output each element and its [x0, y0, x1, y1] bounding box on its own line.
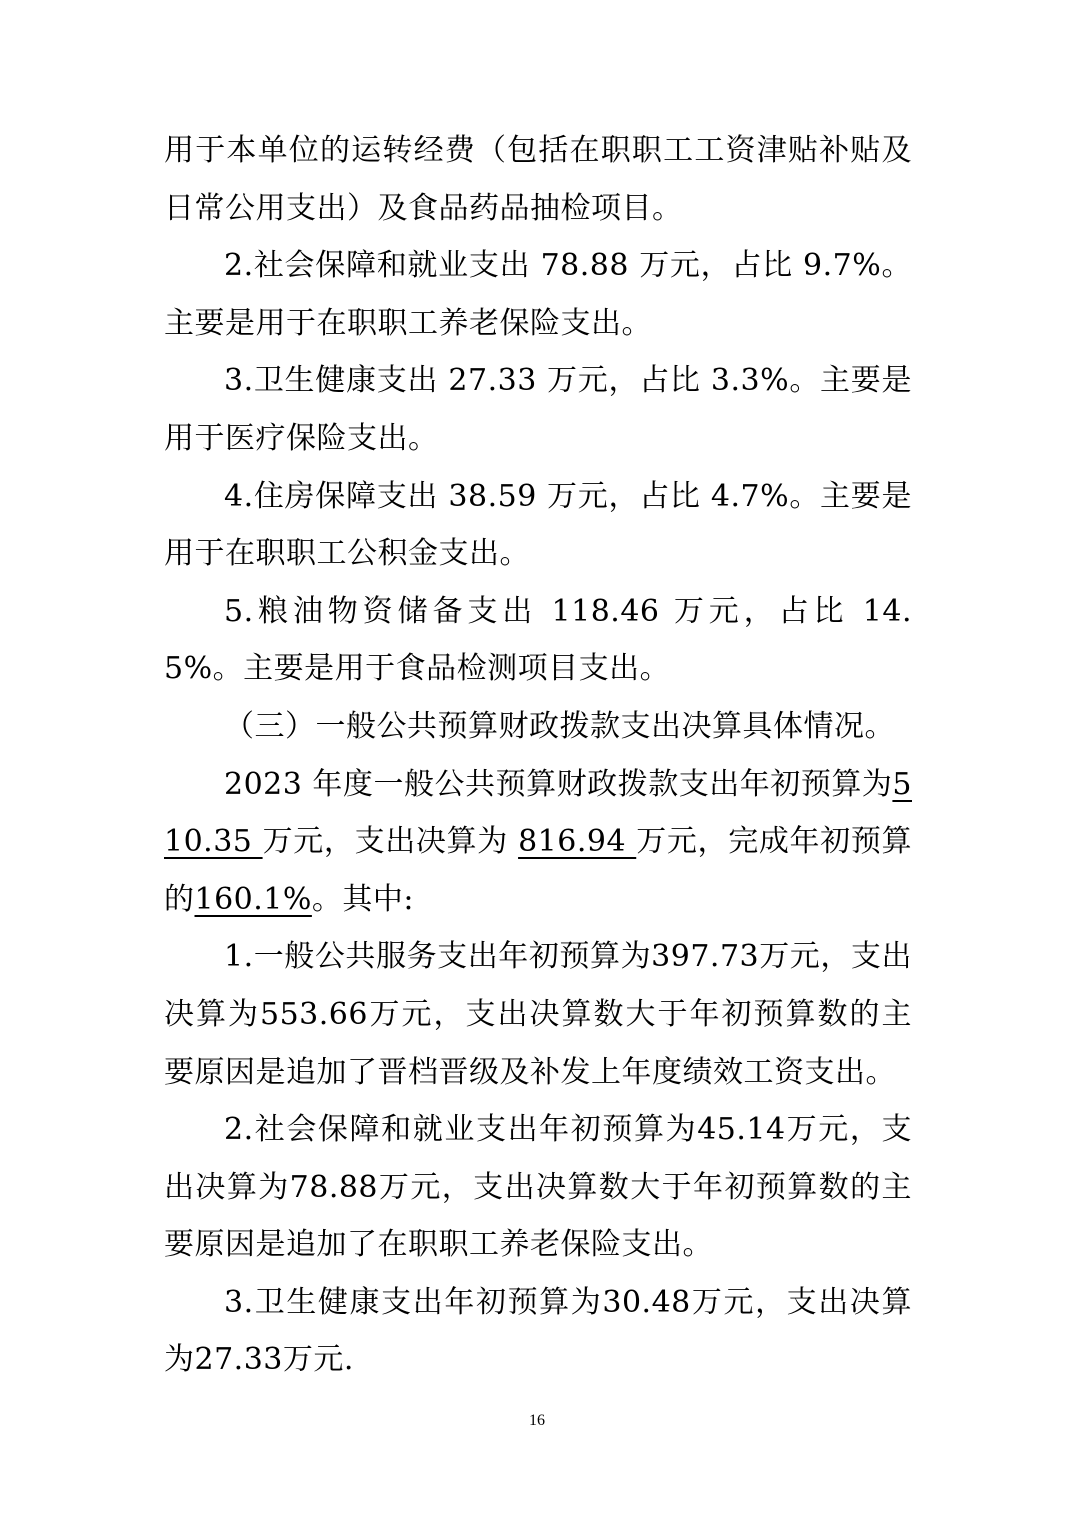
summary-text: 2023 年度一般公共预算财政拨款支出年初预算为 — [224, 766, 893, 802]
section-heading: （三）一般公共预算财政拨款支出决算具体情况。 — [224, 708, 895, 744]
paragraph-health-budget: 3.卫生健康支出年初预算为30.48万元，支出决算为27.33万元. — [164, 1284, 912, 1378]
paragraph-social-security: 2.社会保障和就业支出 78.88 万元，占比 9.7%。主要是用于在职职工养老保险支出。 — [164, 248, 912, 341]
paragraph-grain-reserve: 5.粮油物资储备支出 118.46 万元，占比 14.5%。主要是用于食品检测项目支出。 — [164, 593, 912, 687]
paragraph-budget-summary — [164, 756, 912, 929]
budget-amount: 510.35 — [164, 766, 912, 860]
page-body — [164, 122, 912, 1389]
final-amount: 816.94 — [518, 824, 637, 860]
paragraph-social-security-budget: 2.社会保障和就业支出年初预算为45.14万元，支出决算为78.88万元，支出决算数大于年初预算数的主要原因是追加了在职职工养老保险支出。 — [164, 1112, 912, 1263]
paragraph-general-public-services: 1.一般公共服务支出年初预算为397.73万元，支出决算为553.66万元，支出决算数大于年初预算数的主要原因是追加了晋档晋级及补发上年度绩效工资支出。 — [164, 939, 912, 1090]
summary-text: 万元，完成年初预算的 — [164, 824, 913, 917]
page-number: 16 — [529, 1412, 545, 1429]
completion-rate: 160.1% — [194, 881, 312, 917]
paragraph-operating-expenses: 用于本单位的运转经费（包括在职职工工资津贴补贴及日常公用支出）及食品药品抽检项目。 — [164, 133, 912, 226]
summary-text: 万元，支出决算为 — [262, 824, 519, 860]
summary-text: 。其中: — [311, 881, 414, 917]
paragraph-housing: 4.住房保障支出 38.59 万元，占比 4.7%。主要是用于在职职工公积金支出。 — [164, 478, 912, 572]
paragraph-health: 3.卫生健康支出 27.33 万元，占比 3.3%。主要是用于医疗保险支出。 — [164, 363, 912, 456]
